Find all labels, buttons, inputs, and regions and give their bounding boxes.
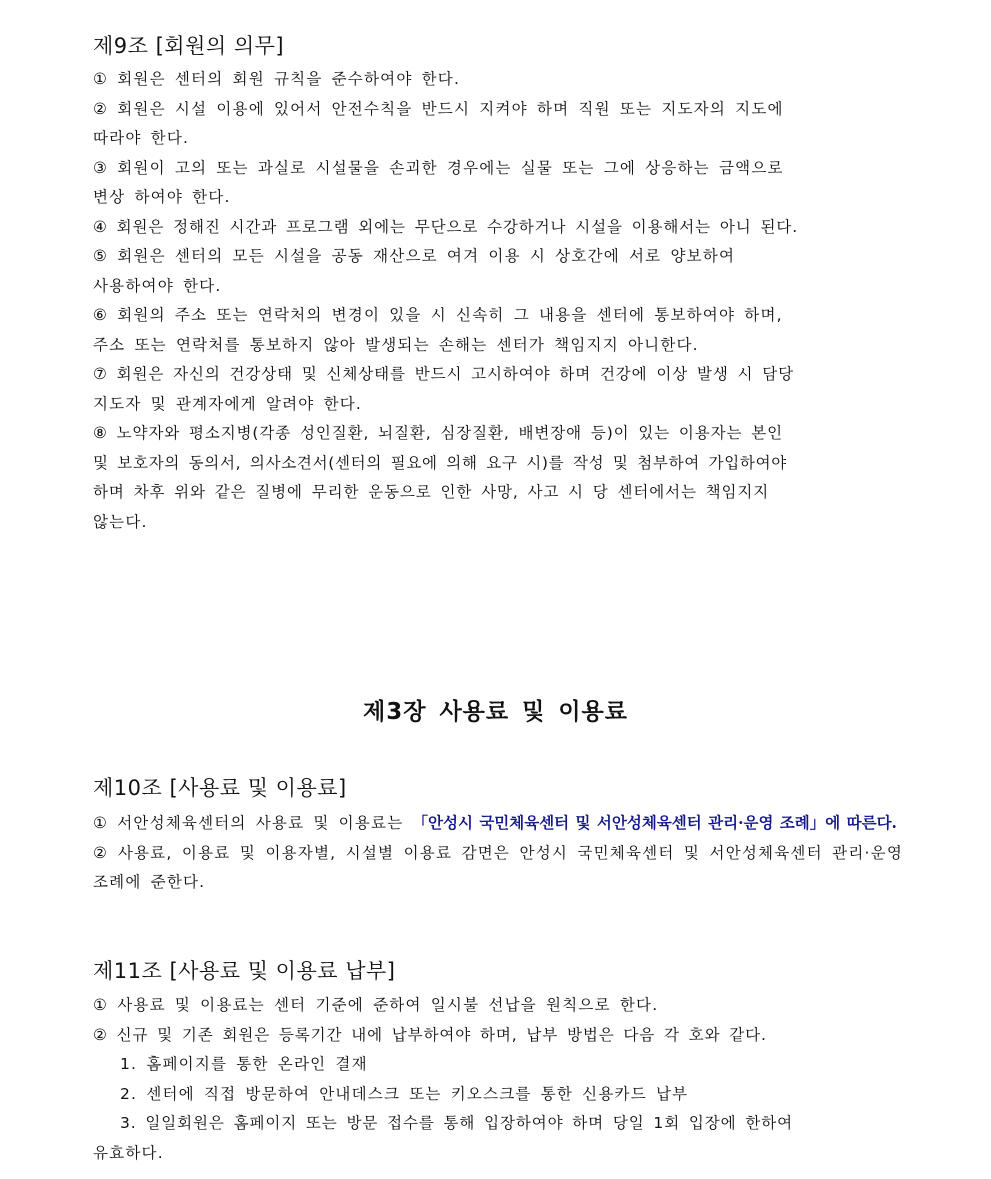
article-11-subitem: 2. 센터에 직접 방문하여 안내데스크 또는 키오스크를 통한 신용카드 납부 <box>120 1084 689 1103</box>
article-11-line: ② 신규 및 기존 회원은 등록기간 내에 납부하여야 하며, 납부 방법은 다음 각 호와 같다. <box>93 1025 767 1044</box>
article-9-line: ⑦ 회원은 자신의 건강상태 및 신체상태를 반드시 고시하여야 하며 건강에 이상 발생 시 담당 <box>93 365 794 383</box>
article-9-line: ③ 회원이 고의 또는 과실로 시설물을 손괴한 경우에는 실물 또는 그에 상응하는 금액으로 <box>93 158 784 177</box>
article-10-title: 제10조 [사용료 및 이용료] <box>93 776 347 800</box>
article-9-line: 않는다. <box>93 512 148 531</box>
article-11-subitem: 1. 홈페이지를 통한 온라인 결재 <box>120 1055 368 1073</box>
article-10-item-1-text: ① 서안성체육센터의 사용료 및 이용료는 <box>93 814 413 832</box>
article-11-line: ① 사용료 및 이용료는 센터 기준에 준하여 일시불 선납을 원칙으로 한다. <box>93 996 659 1014</box>
article-10-item-1 <box>93 808 903 839</box>
article-9-line: 주소 또는 연락처를 통보하지 않아 발생되는 손해는 센터가 책임지지 아니한다. <box>93 335 699 354</box>
chapter-3-title: 제3장 사용료 및 이용료 <box>363 699 628 725</box>
article-9-line: ⑥ 회원의 주소 또는 연락처의 변경이 있을 시 신속히 그 내용을 센터에 통보하여야 하며, <box>93 306 783 324</box>
article-9-line: 사용하여야 한다. <box>93 276 222 295</box>
article-9-line: 지도자 및 관계자에게 알려야 한다. <box>93 394 363 413</box>
article-9-line: 변상 하여야 한다. <box>93 188 231 206</box>
article-11-title: 제11조 [사용료 및 이용료 납부] <box>93 959 396 983</box>
article-9-line: 하며 차후 위와 같은 질병에 무리한 운동으로 인한 사망, 사고 시 당 센터에서는 책임지지 <box>93 483 770 501</box>
article-9-line: ④ 회원은 정해진 시간과 프로그램 외에는 무단으로 수강하거나 시설을 이용해서는 아니 된다. <box>93 217 799 236</box>
article-9-line: 따라야 한다. <box>93 129 190 147</box>
article-9-line: ① 회원은 센터의 회원 규칙을 준수하여야 한다. <box>93 70 461 88</box>
article-10 <box>93 772 903 898</box>
ordinance-reference: 「안성시 국민체육센터 및 서안성체육센터 관리·운영 조례」에 따른다. <box>412 813 897 832</box>
article-9-line: ⑤ 회원은 센터의 모든 시설을 공동 재산으로 여겨 이용 시 상호간에 서로 양보하여 <box>93 247 736 265</box>
article-9-line: ② 회원은 시설 이용에 있어서 안전수칙을 반드시 지켜야 하며 직원 또는 지도자의 지도에 <box>93 99 784 118</box>
article-10-item-2: ② 사용료, 이용료 및 이용자별, 시설별 이용료 감면은 안성시 국민체육센터 및 서안성체육센터 관리·운영 조례에 준한다. <box>93 843 903 891</box>
article-9-line: 및 보호자의 동의서, 의사소견서(센터의 필요에 의해 요구 시)를 작성 및 첨부하여 가입하여야 <box>93 453 787 472</box>
article-9-line: ⑧ 노약자와 평소지병(각종 성인질환, 뇌질환, 심장질환, 배변장애 등)이 있는 이용자는 본인 <box>93 424 783 442</box>
article-11 <box>93 955 903 1168</box>
article-9 <box>93 30 903 537</box>
article-11-subitem: 3. 일일회원은 홈페이지 또는 방문 접수를 통해 입장하여야 하며 당일 1회 입장에 한하여 <box>120 1114 793 1132</box>
article-9-title: 제9조 [회원의 의무] <box>93 34 285 58</box>
article-11-line: 유효하다. <box>93 1143 164 1162</box>
